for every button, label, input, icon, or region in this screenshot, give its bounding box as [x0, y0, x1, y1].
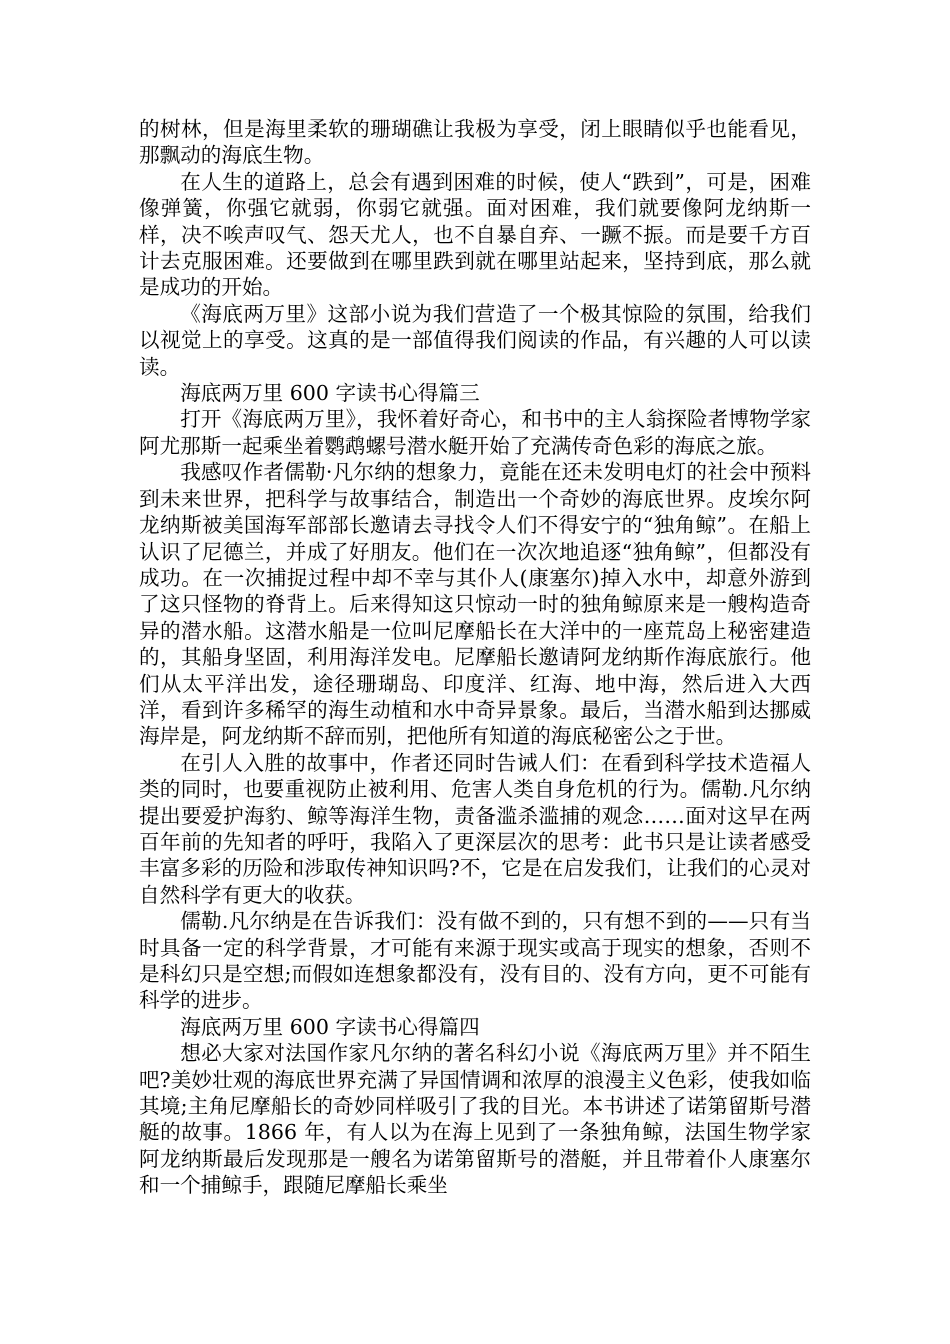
paragraph-verne-message: 儒勒.凡尔纳是在告诉我们：没有做不到的，只有想不到的——只有当时具备一定的科学背景，才可能有来源于现实或高于现实的想象，否则不是科幻只是空想;而假如连想象都没有，没有目的、没有方向，更不可能有科学的进步。 [139, 909, 811, 1013]
paragraph-verne-imagination: 我感叹作者儒勒·凡尔纳的想象力，竟能在还未发明电灯的社会中预料到未来世界，把科学与故事结合，制造出一个奇妙的海底世界。皮埃尔阿龙纳斯被美国海军部部长邀请去寻找令人们不得安宁的“独角鲸”。在船上认识了尼德兰，并成了好朋友。他们在一次次地追逐“独角鲸”，但都没有成功。在一次捕捉过程中却不幸与其仆人(康塞尔)掉入水中，却意外游到了这只怪物的脊背上。后来得知这只惊动一时的独角鲸原来是一艘构造奇异的潜水船。这潜水船是一位叫尼摩船长在大洋中的一座荒岛上秘密建造的，其船身坚固，利用海洋发电。尼摩船长邀请阿龙纳斯作海底旅行。他们从太平洋出发，途径珊瑚岛、印度洋、红海、地中海，然后进入大西洋，看到许多稀罕的海生动植和水中奇异景象。最后，当潜水船到达挪威海岸是，阿龙纳斯不辞而别，把他所有知道的海底秘密公之于世。 [139, 460, 811, 749]
paragraph-author-warning: 在引人入胜的故事中，作者还同时告诫人们：在看到科学技术造福人类的同时，也要重视防止被利用、危害人类自身危机的行为。儒勒.凡尔纳提出要爱护海豹、鲸等海洋生物，责备滥杀滥捕的观念……面对这早在两百年前的先知者的呼吁，我陷入了更深层次的思考：此书只是让读者感受丰富多彩的历险和涉取传神知识吗?不，它是在启发我们，让我们的心灵对自然科学有更大的收获。 [139, 750, 811, 907]
paragraph-intro-continuation: 的树林，但是海里柔软的珊瑚礁让我极为享受，闭上眼睛似乎也能看见，那飘动的海底生物。 [139, 117, 811, 168]
section-heading-part-four: 海底两万里 600 字读书心得篇四 [180, 1014, 480, 1039]
document-page [139, 116, 811, 1199]
paragraph-opening-journey: 打开《海底两万里》，我怀着好奇心，和书中的主人翁探险者博物学家阿尤那斯一起乘坐着鹦鹉螺号潜水艇开始了充满传奇色彩的海底之旅。 [139, 407, 811, 458]
section-heading-part-three: 海底两万里 600 字读书心得篇三 [180, 381, 480, 406]
paragraph-life-difficulties: 在人生的道路上，总会有遇到困难的时候，使人“跌到”，可是，困难像弹簧，你强它就弱，你弱它就强。面对困难，我们就要像阿龙纳斯一样，决不唉声叹气、怨天尤人，也不自暴自弃、一蹶不振。而是要千方百计去克服困难。还要做到在哪里跌到就在哪里站起来，坚持到底，那么就是成功的开始。 [139, 169, 811, 300]
paragraph-novel-atmosphere: 《海底两万里》这部小说为我们营造了一个极其惊险的氛围，给我们以视觉上的享受。这真的是一部值得我们阅读的作品，有兴趣的人可以读读。 [139, 301, 811, 379]
paragraph-part-four-intro: 想必大家对法国作家凡尔纳的著名科幻小说《海底两万里》并不陌生吧?美妙壮观的海底世界充满了异国情调和浓厚的浪漫主义色彩，使我如临其境;主角尼摩船长的奇妙同样吸引了我的目光。本书讲述了诺第留斯号潜艇的故事。1866 年，有人以为在海上见到了一条独角鲸，法国生物学家阿龙纳斯最后发现那是一艘名为诺第留斯号的潜艇，并且带着仆人康塞尔和一个捕鲸手，跟随尼摩船长乘坐 [139, 1041, 811, 1198]
